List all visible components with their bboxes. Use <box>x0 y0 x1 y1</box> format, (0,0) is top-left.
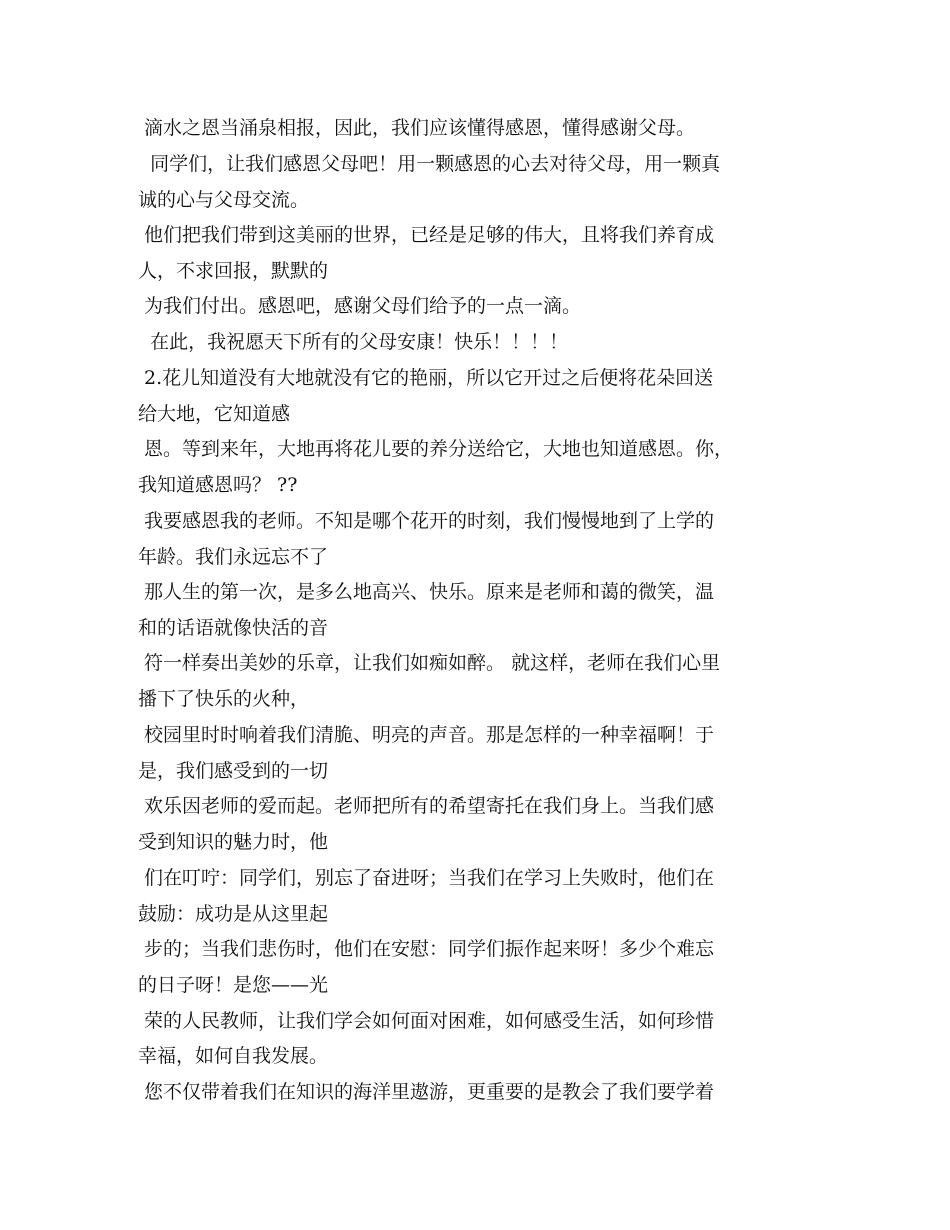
text-line: 2.花儿知道没有大地就没有它的艳丽，所以它开过之后便将花朵回送 <box>138 367 714 389</box>
text-line: 荣的人民教师，让我们学会如何面对困难，如何感受生活，如何珍惜 <box>138 1010 715 1032</box>
text-line: 欢乐因老师的爱而起。老师把所有的希望寄托在我们身上。当我们感 <box>138 795 715 817</box>
text-line: 是，我们感受到的一切 <box>138 760 329 782</box>
text-line: 同学们，让我们感恩父母吧！用一颗感恩的心去对待父母，用一颗真 <box>138 153 721 175</box>
text-line: 人，不求回报，默默的 <box>138 260 329 282</box>
text-line: 符一样奏出美妙的乐章，让我们如痴如醉。 就这样，老师在我们心里 <box>138 652 721 674</box>
text-line: 播下了快乐的火种， <box>138 688 310 710</box>
text-line: 鼓励：成功是从这里起 <box>138 903 329 925</box>
text-line: 那人生的第一次，是多么地高兴、快乐。原来是老师和蔼的微笑，温 <box>138 581 715 603</box>
text-line: 诚的心与父母交流。 <box>138 189 310 211</box>
text-line: 步的；当我们悲伤时，他们在安慰：同学们振作起来呀！多少个难忘 <box>138 938 715 960</box>
text-line: 们在叮咛：同学们，别忘了奋进呀；当我们在学习上失败时，他们在 <box>138 867 715 889</box>
text-line: 我要感恩我的老师。不知是哪个花开的时刻，我们慢慢地到了上学的 <box>138 510 715 532</box>
text-line: 受到知识的魅力时，他 <box>138 831 329 853</box>
text-line: 幸福，如何自我发展。 <box>138 1045 329 1067</box>
text-line: 在此，我祝愿天下所有的父母安康！快乐！！！！ <box>138 331 569 353</box>
text-line: 给大地，它知道感 <box>138 403 291 425</box>
text-line: 他们把我们带到这美丽的世界，已经是足够的伟大，且将我们养育成 <box>138 224 715 246</box>
text-line: 滴水之恩当涌泉相报，因此，我们应该懂得感恩，懂得感谢父母。 <box>138 117 696 139</box>
text-line: 校园里时时响着我们清脆、明亮的声音。那是怎样的一种幸福啊！于 <box>138 724 715 746</box>
text-line: 我知道感恩吗？ ?? <box>138 474 298 496</box>
text-line: 为我们付出。感恩吧，感谢父母们给予的一点一滴。 <box>138 295 582 317</box>
text-line: 的日子呀！是您——光 <box>138 974 329 996</box>
text-line: 和的话语就像快活的音 <box>138 617 329 639</box>
text-line: 恩。等到来年，大地再将花儿要的养分送给它，大地也知道感恩。你， <box>138 438 734 460</box>
text-line: 您不仅带着我们在知识的海洋里遨游，更重要的是教会了我们要学着 <box>138 1081 715 1103</box>
text-line: 年龄。我们永远忘不了 <box>138 546 329 568</box>
